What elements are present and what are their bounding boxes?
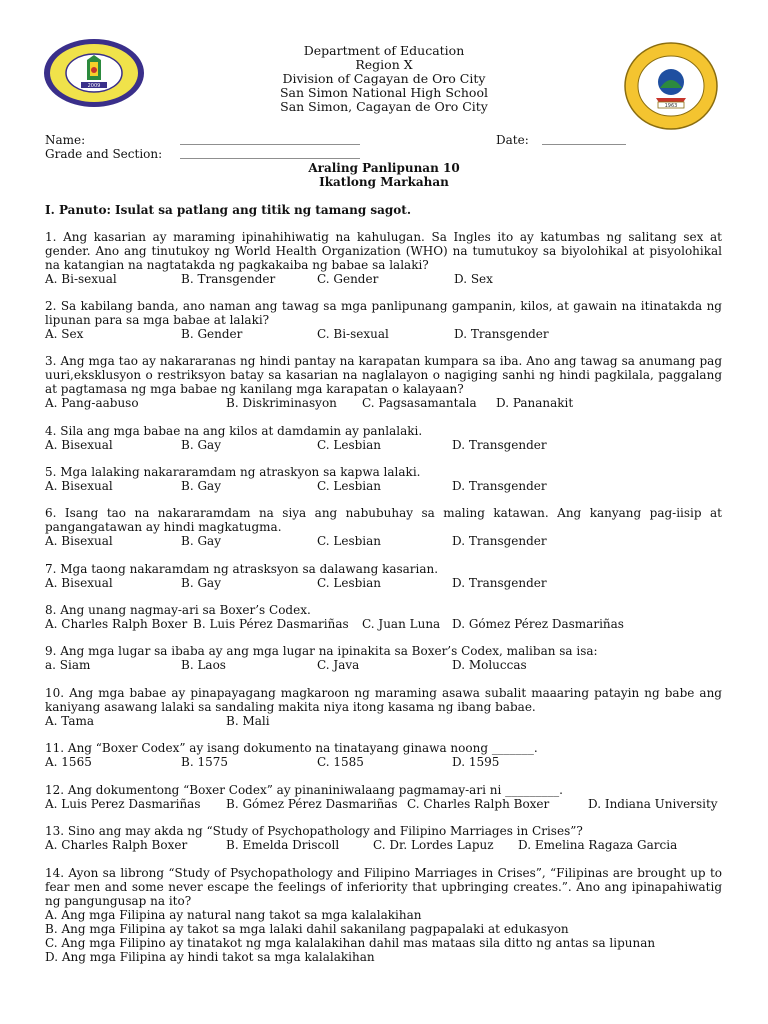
question-9-options <box>45 658 735 672</box>
option[interactable]: B. Transgender <box>181 272 276 286</box>
option[interactable]: C. Charles Ralph Boxer <box>407 797 550 811</box>
option[interactable]: C. Lesbian <box>317 438 382 452</box>
question-10: 10. Ang mga babae ay pinapayagang magkaroon ng maraming asawa subalit maaaring patayin ng babe ang kaniyang asawang lalaki sa sandaling makita niya itong kasama ng ibang babae. <box>45 686 722 714</box>
option[interactable]: A. Bisexual <box>45 576 113 590</box>
option[interactable]: B. Gómez Pérez Dasmariñas <box>226 797 398 811</box>
option[interactable]: C. Dr. Lordes Lapuz <box>373 838 494 852</box>
instruction: I. Panuto: Isulat sa patlang ang titik ng tamang sagot. <box>45 203 412 217</box>
option[interactable]: A. Charles Ralph Boxer <box>45 617 188 631</box>
question-6-options <box>45 534 735 548</box>
option[interactable]: B. 1575 <box>181 755 228 769</box>
date-blank[interactable]: ______________ <box>542 131 626 145</box>
option[interactable]: A. 1565 <box>45 755 92 769</box>
option[interactable]: D. Indiana University <box>588 797 718 811</box>
option[interactable]: D. Emelina Ragaza Garcia <box>518 838 678 852</box>
question-3: 3. Ang mga tao ay nakararanas ng hindi pantay na karapatan kumpara sa iba. Ano ang tawag sa anumang pag uuri,eksklusyon o restriksyon batay sa kasarian na naglalayon o nagiging sanhi ng hindi pagkilala, paggalang at pagtamasa ng mga babae ng kanilang mga karapatan o kalayaan? <box>45 354 722 396</box>
question-14-option-b[interactable]: B. Ang mga Filipina ay takot sa mga lalaki dahil sakanilang pagpapalaki at edukasyon <box>45 922 569 936</box>
question-12: 12. Ang dokumentong “Boxer Codex” ay pinaniniwalaang pagmamay-ari ni _________. <box>45 783 563 797</box>
option[interactable]: C. 1585 <box>317 755 364 769</box>
grade-section-blank[interactable]: ______________________________ <box>180 145 360 159</box>
question-1-options <box>45 272 735 286</box>
option[interactable]: A. Bisexual <box>45 534 113 548</box>
option[interactable]: D. Pananakit <box>496 396 574 410</box>
option[interactable]: B. Gender <box>181 327 243 341</box>
option[interactable]: C. Lesbian <box>317 479 382 493</box>
option[interactable]: B. Emelda Driscoll <box>226 838 340 852</box>
option[interactable]: C. Bi-sexual <box>317 327 389 341</box>
question-14-option-d[interactable]: D. Ang mga Filipina ay hindi takot sa mga kalalakihan <box>45 950 375 964</box>
question-2: 2. Sa kabilang banda, ano naman ang tawag sa mga panlipunang gampanin, kilos, at gawain na itinatakda ng lipunan para sa mga babae at lalaki? <box>45 299 722 327</box>
question-3-options <box>45 396 735 410</box>
question-5-options <box>45 479 735 493</box>
subject-title: Araling Panlipunan 10 <box>308 161 460 175</box>
header-department: Department of Education <box>303 43 465 58</box>
question-14-option-a[interactable]: A. Ang mga Filipina ay natural nang takot sa mga kalalakihan <box>45 908 422 922</box>
header-school-name: San Simon National High School <box>279 85 488 100</box>
option[interactable]: A. Tama <box>45 714 95 728</box>
question-6: 6. Isang tao na nakararamdam na siya ang nabubuhay sa maling katawan. Ang kanyang pag-iisip at pangangatawan ay hindi magkatugma. <box>45 506 722 534</box>
option[interactable]: A. Bisexual <box>45 479 113 493</box>
question-11: 11. Ang “Boxer Codex” ay isang dokumento na tinatayang ginawa noong _______. <box>45 741 538 755</box>
option[interactable]: C. Lesbian <box>317 576 382 590</box>
header-address: San Simon, Cagayan de Oro City <box>280 99 488 114</box>
option[interactable]: C. Pagsasamantala <box>362 396 477 410</box>
question-7: 7. Mga taong nakaramdam ng atrasksyon sa dalawang kasarian. <box>45 562 439 576</box>
name-label: Name: <box>45 133 86 147</box>
option[interactable]: A. Luis Perez Dasmariñas <box>45 797 201 811</box>
option[interactable]: C. Java <box>317 658 360 672</box>
grade-section-label: Grade and Section: <box>45 147 163 161</box>
header-division: Division of Cagayan de Oro City <box>282 71 486 86</box>
deped-year: 1963 <box>664 103 678 109</box>
option[interactable]: A. Pang-aabuso <box>45 396 139 410</box>
option[interactable]: D. Transgender <box>452 438 547 452</box>
option[interactable]: A. Charles Ralph Boxer <box>45 838 188 852</box>
option[interactable]: D. Moluccas <box>452 658 527 672</box>
option[interactable]: D. 1595 <box>452 755 500 769</box>
question-1: 1. Ang kasarian ay maraming ipinahihiwatig na kahulugan. Sa Ingles ito ay katumbas ng salitang sex at gender. Ano ang tinutukoy ng World Health Organization (WHO) na tumutukoy sa biyolohikal at pisyolohikal na katangian na nagtatakda ng pagkakaiba ng babae sa lalaki? <box>45 230 722 272</box>
question-7-options <box>45 576 735 590</box>
question-2-options <box>45 327 735 341</box>
quarter-title: Ikatlong Markahan <box>319 175 449 189</box>
name-blank[interactable]: ______________________________ <box>180 131 360 145</box>
date-label: Date: <box>496 133 529 147</box>
question-13: 13. Sino ang may akda ng “Study of Psychopathology and Filipino Marriages in Crises”? <box>45 824 583 838</box>
question-12-options <box>45 797 735 811</box>
option[interactable]: B. Gay <box>181 534 221 548</box>
option[interactable]: B. Gay <box>181 438 221 452</box>
option[interactable]: C. Juan Luna <box>362 617 441 631</box>
option[interactable]: A. Bi-sexual <box>45 272 117 286</box>
question-5: 5. Mga lalaking nakararamdam ng atraskyon sa kapwa lalaki. <box>45 465 421 479</box>
option[interactable]: C. Lesbian <box>317 534 382 548</box>
question-13-options <box>45 838 735 852</box>
option[interactable]: D. Transgender <box>452 576 547 590</box>
question-8: 8. Ang unang nagmay-ari sa Boxer’s Codex. <box>45 603 311 617</box>
option[interactable]: B. Diskriminasyon <box>226 396 337 410</box>
question-4: 4. Sila ang mga babae na ang kilos at damdamin ay panlalaki. <box>45 424 423 438</box>
question-11-options <box>45 755 735 769</box>
option[interactable]: D. Transgender <box>454 327 549 341</box>
option[interactable]: A. Sex <box>45 327 84 341</box>
option[interactable]: D. Transgender <box>452 534 547 548</box>
question-10-options <box>45 714 735 728</box>
header-region: Region X <box>355 57 413 72</box>
question-8-options <box>45 617 735 631</box>
option[interactable]: B. Mali <box>226 714 270 728</box>
option[interactable]: D. Gómez Pérez Dasmariñas <box>452 617 624 631</box>
question-14-option-c[interactable]: C. Ang mga Filipino ay tinatakot ng mga kalalakihan dahil mas mataas sila ditto ng antas sa lipunan <box>45 936 656 950</box>
option[interactable]: D. Transgender <box>452 479 547 493</box>
option[interactable]: D. Sex <box>454 272 493 286</box>
question-14: 14. Ayon sa librong “Study of Psychopathology and Filipino Marriages in Crises”, “Filipinas are brought up to fear men and some never escape the feelings of inferiority that upbringing creates.”. Ano ang ipinapahiwatig ng pangungusap na ito? <box>45 866 722 908</box>
option[interactable]: B. Gay <box>181 576 221 590</box>
option[interactable]: B. Gay <box>181 479 221 493</box>
option[interactable]: A. Bisexual <box>45 438 113 452</box>
seal-year: 2009 <box>87 83 101 89</box>
option[interactable]: C. Gender <box>317 272 379 286</box>
option[interactable]: B. Luis Pérez Dasmariñas <box>193 617 349 631</box>
question-9: 9. Ang mga lugar sa ibaba ay ang mga lugar na ipinakita sa Boxer’s Codex, maliban sa isa: <box>45 644 598 658</box>
question-4-options <box>45 438 735 452</box>
option[interactable]: a. Siam <box>45 658 91 672</box>
option[interactable]: B. Laos <box>181 658 226 672</box>
